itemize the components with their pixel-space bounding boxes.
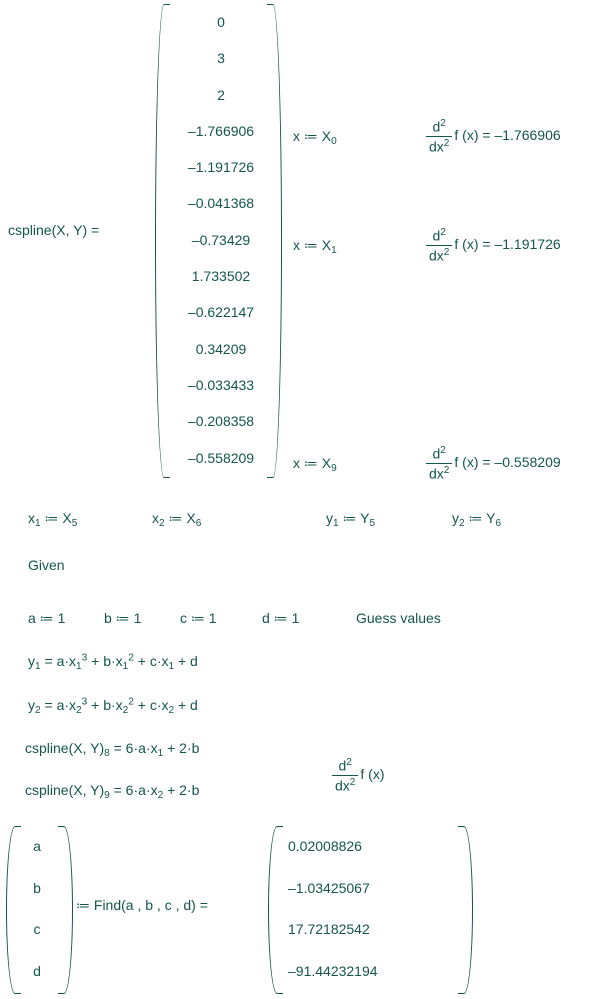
eval-assign-sub: 9 [331, 463, 337, 475]
cspline-vector-cell: –0.208358 [187, 413, 255, 430]
given-keyword: Given [28, 557, 65, 573]
eval-result: = –0.558209 [482, 453, 561, 470]
second-derivative-operator: $\frac{d^2}{dx^2}$ [426, 445, 452, 481]
cspline-vector-cell: –0.622147 [187, 304, 255, 321]
results-right-paren [458, 826, 473, 994]
derivative-function: f (x) [454, 235, 479, 252]
cspline-vector-cell: 3 [217, 50, 225, 67]
result-cell: 17.72182542 [288, 921, 370, 937]
cspline-vector-cell: 0 [217, 14, 225, 30]
unknowns-right-paren [58, 826, 73, 994]
eval-expr-0 [424, 118, 561, 154]
unknown-cell: b [33, 879, 41, 896]
eval-result: = –1.766906 [482, 126, 561, 143]
cspline-vector-cell: –0.73429 [191, 231, 251, 248]
find-expression: ≔ Find(a , b , c , d) = [76, 897, 208, 913]
eval-row-0 [293, 128, 337, 147]
cspline-vector-cell: 0.34209 [195, 340, 247, 357]
eval-expr-2 [424, 445, 561, 481]
assignment-x2: $x_2$ ≔ $X_6$ [152, 510, 202, 530]
eval-expr-1 [424, 227, 561, 263]
unknown-vector [14, 826, 60, 992]
spline-constraint-9: cspline(X, $Y)_9 = 6\cdot a\cdot x_2 + 2\cdot b$ [25, 782, 200, 802]
cspline-vector-cell: –0.558209 [187, 449, 255, 466]
assignment-y2: $y_2$ ≔ $Y_6$ [452, 510, 502, 530]
cspline-label: cspline(X, Y) = [8, 222, 100, 238]
derivative-function: f (x) [360, 765, 385, 782]
constraint-y2: $y_2 = a\cdot x_2^3 + b\cdot x_2^2 + c\cdot x_2 + d$ [28, 696, 198, 716]
second-derivative-operator: $\frac{d^2}{dx^2}$ [426, 227, 452, 263]
unknown-cell: c [33, 921, 41, 937]
results-left-paren [268, 826, 283, 994]
result-cell: –1.03425067 [288, 879, 370, 896]
guess-values-label: Guess values [356, 610, 441, 626]
eval-assign: x ≔ X [293, 237, 332, 253]
cspline-vector-cell: 2 [217, 86, 225, 103]
cspline-vector-cell: –0.041368 [187, 195, 255, 212]
result-cell: –91.44232194 [288, 962, 378, 979]
eval-row-2 [293, 455, 337, 474]
guess-d: d ≔ 1 [262, 610, 300, 626]
second-derivative-operator: $\frac{d^2}{dx^2}$ [426, 118, 452, 154]
eval-assign-sub: 1 [331, 245, 337, 257]
guess-a: a ≔ 1 [28, 610, 66, 626]
eval-assign: x ≔ X [293, 128, 332, 144]
derivative-function: f (x) [454, 126, 479, 143]
derivative-function: f (x) [454, 453, 479, 470]
guess-b: b ≔ 1 [104, 610, 142, 626]
cspline-vector-cell: 1.733502 [191, 268, 251, 285]
cspline-vector-cell: –1.191726 [187, 159, 255, 176]
second-derivative-operator: $\frac{d^2}{dx^2}$ [332, 757, 358, 793]
assignment-y1: $y_1$ ≔ $Y_5$ [326, 510, 376, 530]
result-cell: 0.02008826 [288, 838, 362, 854]
unknown-cell: a [33, 838, 41, 854]
eval-result: = –1.191726 [482, 235, 561, 252]
spline-constraint-8: cspline(X, $Y)_8 = 6\cdot a\cdot x_1 + 2\cdot b$ [25, 740, 200, 760]
assignment-x1: $x_1$ ≔ $X_5$ [28, 510, 78, 530]
eval-assign-sub: 0 [331, 136, 337, 148]
result-vector [288, 826, 458, 992]
second-derivative-annotation [330, 757, 385, 793]
unknown-cell: d [33, 962, 41, 979]
constraint-y1: $y_1 = a\cdot x_1^3 + b\cdot x_1^2 + c\cdot x_1 + d$ [28, 652, 198, 672]
cspline-vector [166, 4, 276, 476]
eval-assign: x ≔ X [293, 455, 332, 471]
cspline-vector-cell: –1.766906 [187, 122, 255, 139]
guess-c: c ≔ 1 [180, 610, 217, 626]
cspline-vector-cell: –0.033433 [187, 376, 255, 393]
eval-row-1 [293, 237, 337, 256]
